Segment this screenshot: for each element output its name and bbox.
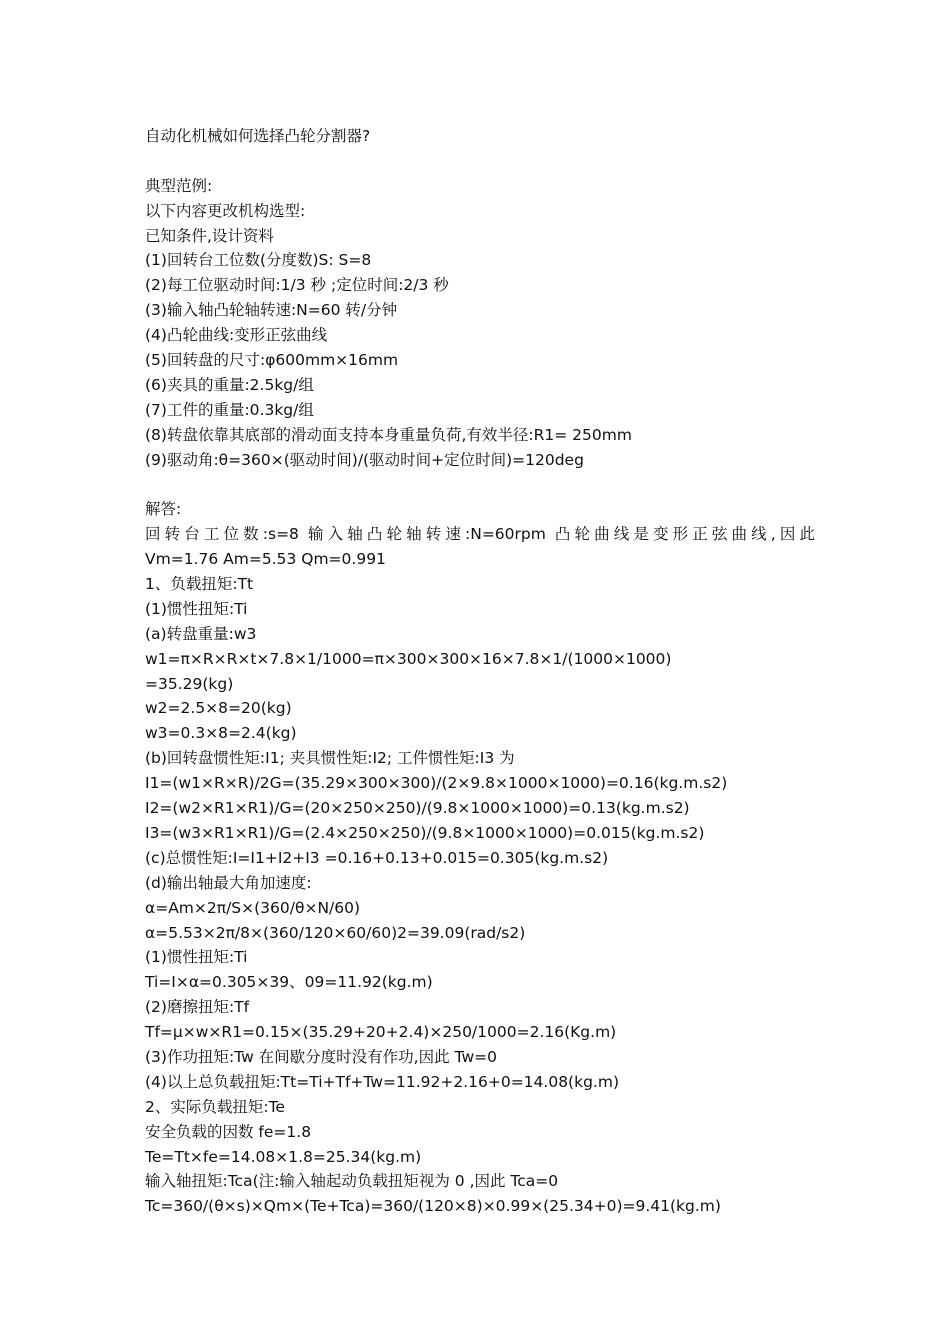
solution-line: Ti=I×α=0.305×39、09=11.92(kg.m) <box>145 973 433 992</box>
solution-line: Vm=1.76 Am=5.53 Qm=0.991 <box>145 550 386 569</box>
solution-line: I2=(w2×R1×R1)/G=(20×250×250)/(9.8×1000×1000)=0.13(kg.m.s2) <box>145 799 690 818</box>
solution-line: Tf=μ×w×R1=0.15×(35.29+20+2.4)×250/1000=2.16(Kg.m) <box>145 1023 617 1042</box>
document-title: 自动化机械如何选择凸轮分割器? <box>145 127 371 145</box>
spacer <box>145 149 815 174</box>
solution-line: w3=0.3×8=2.4(kg) <box>145 724 297 743</box>
given-item: (9)驱动角:θ=360×(驱动时间)/(驱动时间+定位时间)=120deg <box>145 450 584 469</box>
solution-line: =35.29(kg) <box>145 674 234 693</box>
given-item: (3)输入轴凸轮轴转速:N=60 转/分钟 <box>145 301 398 320</box>
solution-line: Te=Tt×fe=14.08×1.8=25.34(kg.m) <box>145 1147 422 1166</box>
solution-line: (c)总惯性矩:I=I1+I2+I3 =0.16+0.13+0.015=0.305(kg.m.s2) <box>145 848 609 867</box>
intro-text: 以下内容更改机构选型: <box>145 201 306 220</box>
solution-line: w1=π×R×R×t×7.8×1/1000=π×300×300×16×7.8×1/(1000×1000) <box>145 649 672 668</box>
given-item: (7)工件的重量:0.3kg/组 <box>145 400 314 419</box>
solution-line: 2、实际负载扭矩:Te <box>145 1097 285 1116</box>
given-conditions-list <box>145 248 815 472</box>
given-item: (6)夹具的重量:2.5kg/组 <box>145 375 314 394</box>
solution-line: (b)回转盘惯性矩:I1; 夹具惯性矩:I2; 工件惯性矩:I3 为 <box>145 749 515 768</box>
solution-line: α=Am×2π/S×(360/θ×N/60) <box>145 898 361 917</box>
solution-line: (1)惯性扭矩:Ti <box>145 948 248 967</box>
example-heading: 典型范例: <box>145 176 213 195</box>
given-heading: 已知条件,设计资料 <box>145 226 274 245</box>
solution-line: (3)作功扭矩:Tw 在间歇分度时没有作功,因此 Tw=0 <box>145 1047 497 1066</box>
answer-heading: 解答: <box>145 500 182 519</box>
solution-line: (2)磨擦扭矩:Tf <box>145 998 250 1017</box>
given-item: (8)转盘依靠其底部的滑动面支持本身重量负荷,有效半径:R1= 250mm <box>145 425 632 444</box>
given-item: (4)凸轮曲线:变形正弦曲线 <box>145 326 328 345</box>
solution-line: (d)输出轴最大角加速度: <box>145 873 312 892</box>
solution-line: w2=2.5×8=20(kg) <box>145 699 292 718</box>
given-item: (1)回转台工位数(分度数)S: S=8 <box>145 251 372 270</box>
solution-steps <box>145 547 815 1219</box>
given-item: (2)每工位驱动时间:1/3 秒 ;定位时间:2/3 秒 <box>145 276 449 295</box>
answer-intro: 回转台工位数:s=8 输入轴凸轮轴转速:N=60rpm 凸轮曲线是变形正弦曲线,因此 <box>145 525 815 544</box>
spacer <box>145 472 815 497</box>
solution-line: 输入轴扭矩:Tca(注:输入轴起动负载扭矩视为 0 ,因此 Tca=0 <box>145 1172 559 1191</box>
solution-line: 安全负载的因数 fe=1.8 <box>145 1122 312 1141</box>
solution-line: (1)惯性扭矩:Ti <box>145 599 248 618</box>
document-body <box>145 124 815 1219</box>
solution-line: 1、负载扭矩:Tt <box>145 575 254 594</box>
solution-line: (a)转盘重量:w3 <box>145 624 257 643</box>
solution-line: (4)以上总负载扭矩:Tt=Ti+Tf+Tw=11.92+2.16+0=14.08(kg.m) <box>145 1072 619 1091</box>
solution-line: α=5.53×2π/8×(360/120×60/60)2=39.09(rad/s2) <box>145 923 526 942</box>
solution-line: I1=(w1×R×R)/2G=(35.29×300×300)/(2×9.8×1000×1000)=0.16(kg.m.s2) <box>145 774 728 793</box>
solution-line: Tc=360/(θ×s)×Qm×(Te+Tca)=360/(120×8)×0.99×(25.34+0)=9.41(kg.m) <box>145 1197 721 1216</box>
solution-line: I3=(w3×R1×R1)/G=(2.4×250×250)/(9.8×1000×1000)=0.015(kg.m.s2) <box>145 823 705 842</box>
given-item: (5)回转盘的尺寸:φ600mm×16mm <box>145 351 399 370</box>
